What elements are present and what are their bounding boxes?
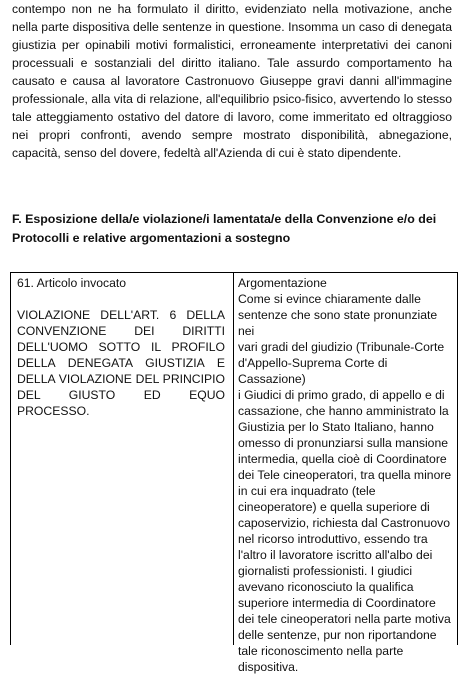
argument-line: omesso di pronunziarsi sulla mansione: [238, 436, 449, 450]
argument-line: dei tele cineoperatori nella parte motiva: [238, 612, 451, 626]
argument-line: giornalisti professionisti. I giudici: [238, 564, 413, 578]
argument-line: Giustizia per lo Stato Italiano, hanno: [238, 420, 434, 434]
argument-line: cassazione, che hanno amministrato la: [238, 404, 449, 418]
argument-line: vari gradi del giudizio (Tribunale-Corte: [238, 340, 445, 354]
argument-line: nel ricorso introduttivo, essendo tra: [238, 532, 428, 546]
argument-line: sentenze che sono state pronunziate nei: [238, 308, 438, 338]
argumentation-header: Argomentazione: [238, 276, 327, 290]
argument-line: i Giudici di primo grado, di appello e di: [238, 388, 445, 402]
argument-line: delle sentenze, pur non riportandone: [238, 628, 437, 642]
argument-line: avevano riconosciuto la qualifica: [238, 580, 414, 594]
argument-line: in cui era inquadrato (tele: [238, 484, 376, 498]
argument-line: tale riconoscimento nella parte: [238, 644, 404, 658]
argumentation-cell: [238, 275, 452, 675]
argument-line: intermedia, quella cioè di Coordinatore: [238, 452, 447, 466]
argument-line: l'altro il lavoratore iscritto all'albo dei: [238, 548, 433, 562]
argument-line: dispositiva.: [238, 660, 299, 674]
invoked-article-cell: [17, 275, 225, 419]
argument-table: [10, 272, 458, 674]
argument-line: caposervizio, richiesta dal Castronuovo: [238, 516, 451, 530]
invoked-article-header: 61. Articolo invocato: [17, 276, 127, 290]
section-heading: F. Esposizione della/e violazione/i lamentata/e della Convenzione e/o dei Protocolli e relative argomentazioni a sostegno: [12, 212, 437, 245]
argument-line: dei Tele cineoperatori, tra quella minore: [238, 468, 452, 482]
violation-text: VIOLAZIONE DELL'ART. 6 DELLA CONVENZIONE DEI DIRITTI DELL'UOMO SOTTO IL PROFILO DELLA DENEGATA GIUSTIZIA E DELLA VIOLAZIONE DEL PRINCIPIO DEL GIUSTO ED EQUO PROCESSO.: [17, 308, 225, 418]
argument-line: cineoperatore) e quella superiore di: [238, 500, 430, 514]
intro-paragraph: contempo non ne ha formulato il diritto, evidenziato nella motivazione, anche nella parte dispositiva delle sentenze in questione. Insomma un caso di denegata giustizia per opinabili motivi formalistici, erroneamente interpretativi dei canoni processuali e sostanziali del diritto italiano. Tale assurdo comportamento ha causato e causa al lavoratore Castronuovo Giuseppe gravi danni all'immagine professionale, alla vita di relazione, all'equilibrio psico-fisico, avvertendo lo stesso tale atteggiamento ostativo del datore di lavoro, come immeritato ed oltraggioso nei propri confronti, avendo sempre mostrato disponibilità, abnegazione, capacità, senso del dovere, fedeltà all'Azienda di cui è stato dipendente.: [12, 2, 452, 160]
argument-line: Come si evince chiaramente dalle: [238, 292, 421, 306]
argumentation-text: [238, 291, 452, 675]
column-divider: [233, 273, 234, 645]
argument-line: superiore intermedia di Coordinatore: [238, 596, 436, 610]
argument-line: d'Appello-Suprema Corte di Cassazione): [238, 356, 388, 386]
